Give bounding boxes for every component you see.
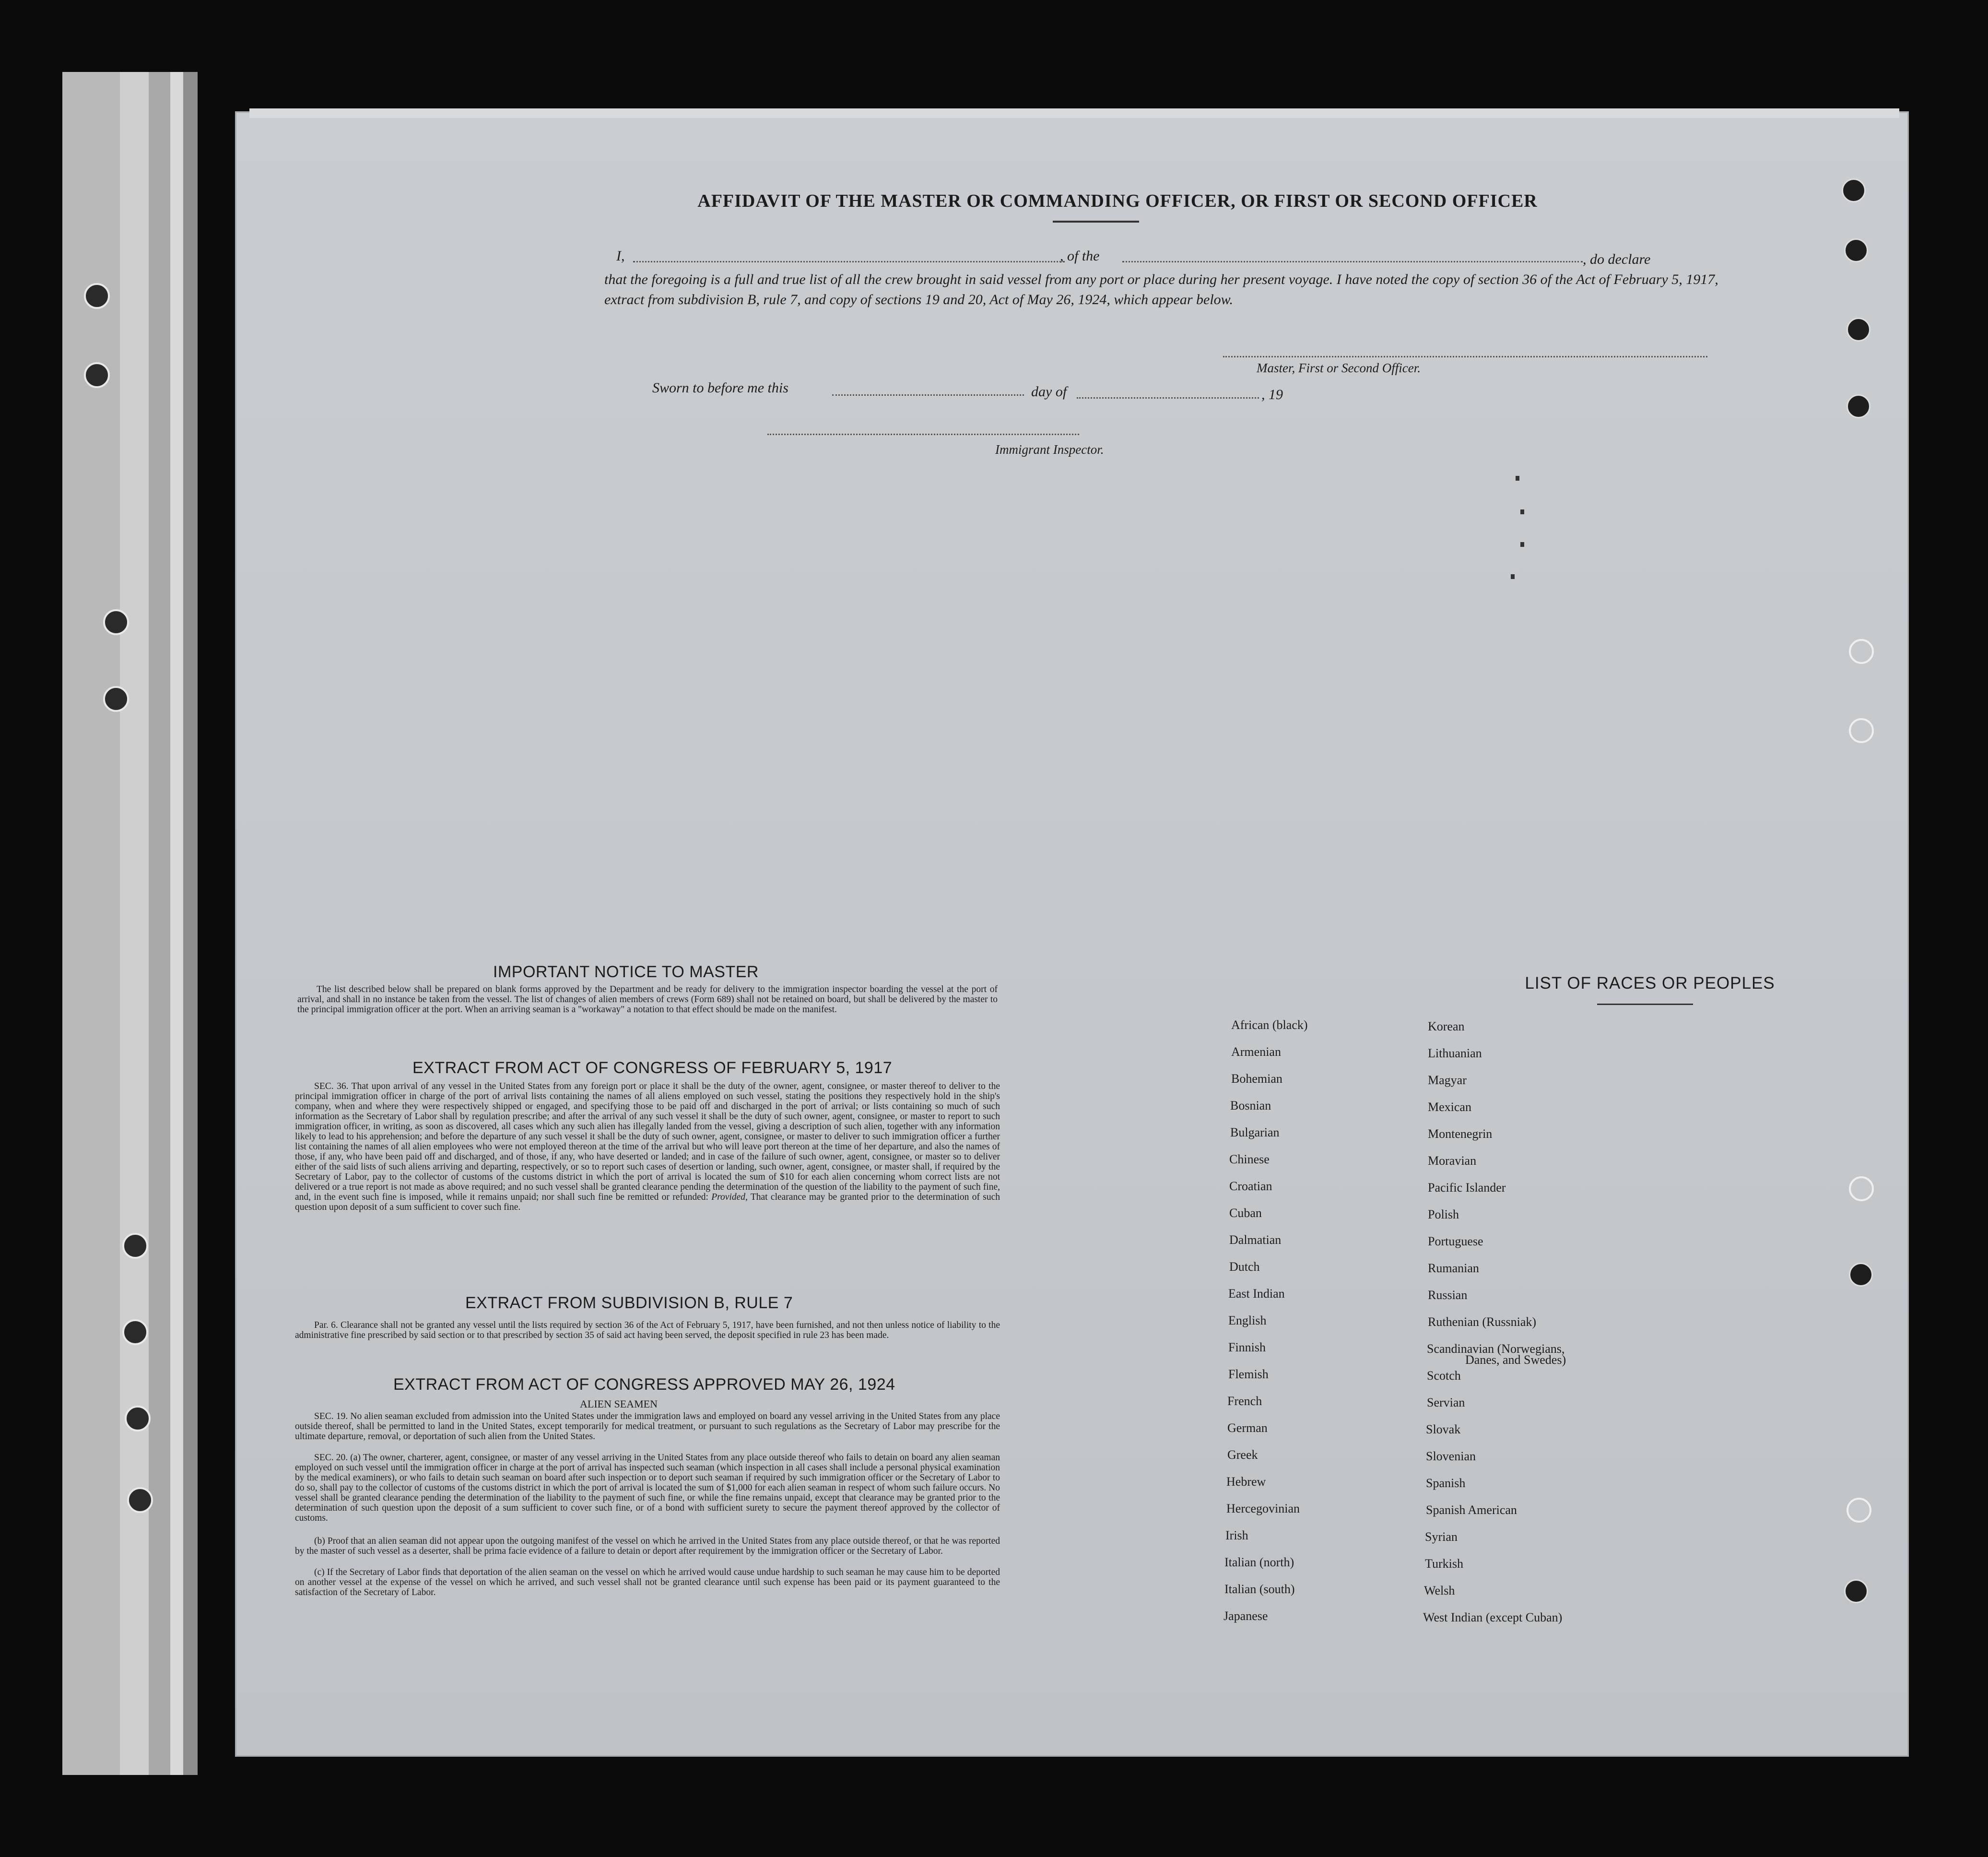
- race-item: Rumanian: [1428, 1261, 1479, 1275]
- ink-mark: [1520, 509, 1524, 514]
- race-item: Greek: [1227, 1448, 1258, 1462]
- rule7-heading: EXTRACT FROM SUBDIVISION B, RULE 7: [465, 1294, 793, 1312]
- month-blank: [1077, 397, 1259, 399]
- affidavit-declare: , do declare: [1583, 251, 1651, 267]
- race-item: Bulgarian: [1230, 1125, 1280, 1139]
- punch-hole: [125, 1406, 151, 1431]
- race-item: Cuban: [1229, 1206, 1262, 1220]
- page-stack-edge: [62, 72, 197, 1775]
- race-item: Croatian: [1229, 1179, 1272, 1193]
- sec36-text-end: That clearance may be granted prior to the determination of such question upon deposit of a sum sufficient to cover such fine.: [295, 1192, 1000, 1212]
- extract-1917-text: [295, 1081, 1000, 1212]
- race-item: Portuguese: [1428, 1234, 1483, 1248]
- punch-hole: [1842, 178, 1866, 202]
- punch-hole: [127, 1487, 153, 1513]
- race-item: Chinese: [1229, 1152, 1270, 1166]
- day-of-label: day of: [1031, 384, 1067, 400]
- sec20b-text: (b) Proof that an alien seaman did not appear upon the outgoing manifest of the vessel on which he arrived in the United States from any place outside thereof, or that he was reported by the master of such vessel as a deserter, shall be prima facie evidence of a failure to detain or deport after requirement by the immigration officer or the Secretary of Labor.: [295, 1536, 1000, 1556]
- race-item: Italian (south): [1224, 1582, 1295, 1596]
- race-item: Russian: [1428, 1288, 1468, 1302]
- name-blank: [633, 261, 1065, 262]
- punch-hole: [1849, 639, 1874, 664]
- race-item: African (black): [1231, 1018, 1308, 1032]
- notice-text: The list described below shall be prepared on blank forms approved by the Department and be ready for delivery to the immigration inspector boarding the vessel at the port of arrival, and shall in no instance be taken from the vessel. The list of changes of alien members of crews (Form 689) shall not be retained on board, but shall be delivered by the master to the principal immigration officer at the port. When an arriving seaman is a "workaway" a notation to that effect should be made on the manifest.: [297, 984, 998, 1015]
- race-item: Scotch: [1427, 1369, 1461, 1383]
- sec20c-text: (c) If the Secretary of Labor finds that deportation of the alien seaman on the vessel on which he arrived would cause undue hardship to such seaman he may cause him to be deported on another vessel at the expense of the vessel on which he arrived, and such vessel shall not be granted clearance until such expense has been paid or its payment guaranteed to the satisfaction of the Secretary of Labor.: [295, 1567, 1000, 1597]
- punch-hole: [1849, 1176, 1874, 1201]
- affidavit-of-the: , of the: [1060, 248, 1100, 264]
- ink-mark: [1511, 574, 1515, 579]
- extract-1924-heading: EXTRACT FROM ACT OF CONGRESS APPROVED MAY 26, 1924: [393, 1375, 895, 1394]
- inspector-signature-line: [767, 434, 1079, 435]
- race-item: Korean: [1428, 1019, 1465, 1033]
- race-item: Scandinavian (Norwegians,: [1427, 1342, 1565, 1356]
- race-item: Lithuanian: [1428, 1046, 1482, 1060]
- inspector-label: Immigrant Inspector.: [995, 442, 1104, 457]
- race-item: Servian: [1427, 1396, 1465, 1409]
- sworn-label: Sworn to before me this: [652, 380, 788, 396]
- race-item: Spanish American: [1426, 1503, 1517, 1517]
- race-item: Hebrew: [1226, 1475, 1266, 1489]
- punch-hole: [1847, 394, 1870, 418]
- master-signature-line: [1223, 356, 1707, 357]
- extract-1917-heading: EXTRACT FROM ACT OF CONGRESS OF FEBRUARY 5, 1917: [412, 1059, 893, 1077]
- races-title: LIST OF RACES OR PEOPLES: [1525, 974, 1775, 993]
- page-top-edge: [249, 108, 1899, 118]
- race-item: Dalmatian: [1229, 1233, 1282, 1247]
- race-item: Mexican: [1428, 1100, 1471, 1114]
- master-label: Master, First or Second Officer.: [1257, 361, 1421, 375]
- race-item: German: [1227, 1421, 1268, 1435]
- race-item: Bohemian: [1231, 1072, 1282, 1086]
- race-item: Pacific Islander: [1428, 1181, 1506, 1195]
- race-item: French: [1227, 1394, 1262, 1408]
- page-edge: [62, 72, 125, 1775]
- race-item: Armenian: [1231, 1045, 1281, 1059]
- race-item: Irish: [1225, 1528, 1248, 1542]
- race-item: Magyar: [1428, 1073, 1467, 1087]
- punch-hole: [1844, 238, 1868, 262]
- race-item: Italian (north): [1224, 1555, 1294, 1569]
- notice-heading: IMPORTANT NOTICE TO MASTER: [493, 963, 759, 981]
- race-item: Turkish: [1425, 1557, 1463, 1571]
- rule7-text: Par. 6. Clearance shall not be granted any vessel until the lists required by section 36 of the Act of February 5, 1917, have been furnished, and not then unless notice of liability to the administrative fine prescribed by said section or to that prescribed by section 35 of said act having been served, the deposit specified in rule 23 has been made.: [295, 1320, 1000, 1340]
- page-edge: [183, 72, 198, 1775]
- race-item: Finnish: [1228, 1340, 1266, 1354]
- race-item: Flemish: [1228, 1367, 1269, 1381]
- punch-hole: [84, 283, 110, 309]
- document-sheet: [235, 111, 1909, 1757]
- sec19-text: SEC. 19. No alien seaman excluded from admission into the United States under the immigration laws and employed on board any vessel arriving in the United States from any place outside thereof, shall be permitted to land in the United States, except temporarily for medical treatment, or pursuant to such regulations as the Secretary of Labor may prescribe for the ultimate departure, removal, or deportation of such alien from the United States.: [295, 1411, 1000, 1442]
- punch-hole: [1849, 718, 1874, 743]
- race-item: East Indian: [1228, 1287, 1285, 1301]
- race-item: West Indian (except Cuban): [1423, 1610, 1563, 1624]
- punch-hole: [122, 1319, 148, 1345]
- page-edge: [170, 72, 185, 1775]
- punch-hole: [1847, 318, 1870, 342]
- race-item: Syrian: [1425, 1530, 1458, 1544]
- race-item: Welsh: [1424, 1584, 1455, 1597]
- race-item-continued: Danes, and Swedes): [1465, 1353, 1566, 1367]
- punch-hole: [1847, 1498, 1871, 1523]
- punch-hole: [103, 609, 129, 635]
- race-item: Ruthenian (Russniak): [1428, 1315, 1537, 1329]
- race-item: Polish: [1428, 1207, 1459, 1221]
- race-item: Slovenian: [1426, 1449, 1476, 1463]
- race-item: Slovak: [1426, 1422, 1461, 1436]
- race-item: English: [1228, 1313, 1267, 1327]
- vessel-blank: [1122, 261, 1583, 262]
- race-item: Moravian: [1428, 1154, 1477, 1168]
- alien-seamen-subheading: ALIEN SEAMEN: [580, 1398, 658, 1410]
- punch-hole: [84, 362, 110, 388]
- race-item: Bosnian: [1230, 1099, 1271, 1112]
- races-title-rule: [1597, 1004, 1693, 1005]
- sec20a-text: SEC. 20. (a) The owner, charterer, agent, consignee, or master of any vessel arriving in the United States from any place outside thereof who fails to detain on board any alien seaman employed on such vessel until the immigration officer in charge at the port of arrival has inspected such seaman (which inspection in all cases shall include a personal physical examination by the medical examiners), or who fails to detain such seaman on board after such inspection or to deport such seaman if required by such immigration officer or the Secretary of Labor to do so, shall pay to the collector of customs of the customs district in which the port of arrival is located the sum of $1,000 for each alien seaman in respect of whom such failure occurs. No vessel shall be granted clearance pending the determination of the liability to the payment of such fine, or while the fine remains unpaid, except that clearance may be granted prior to the determination of such question upon the deposit of a sum sufficient to cover such fine, or of a bond with sufficient surety to secure the payment thereof approved by the collector of customs.: [295, 1453, 1000, 1523]
- race-item: Japanese: [1223, 1609, 1268, 1623]
- punch-hole: [103, 686, 129, 712]
- day-blank: [832, 394, 1024, 396]
- race-item: Dutch: [1229, 1260, 1260, 1274]
- year-label: , 19: [1261, 387, 1283, 402]
- ink-mark: [1520, 542, 1524, 547]
- race-item: Hercegovinian: [1226, 1502, 1300, 1515]
- ink-mark: [1516, 476, 1519, 481]
- page-edge: [149, 72, 173, 1775]
- affidavit-title: AFFIDAVIT OF THE MASTER OR COMMANDING OFFICER, OR FIRST OR SECOND OFFICER: [697, 191, 1538, 211]
- punch-hole: [1849, 1263, 1873, 1287]
- punch-hole: [1844, 1579, 1868, 1603]
- race-item: Montenegrin: [1428, 1127, 1493, 1141]
- title-rule: [1053, 221, 1139, 223]
- race-item: Spanish: [1426, 1476, 1466, 1490]
- sec36-text: SEC. 36. That upon arrival of any vessel in the United States from any foreign port or place it shall be the duty of the owner, agent, consignee, or master thereof to deliver to the principal immigration officer in charge of the port of arrival lists containing the names of all aliens employed on such vessel, stating the positions they respectively hold in the ship's company, when and where they were respectively shipped or engaged, and specifying those to be paid off and discharged in the port of arrival; or lists containing so much of such information as the Secretary of Labor shall by regulation prescribe; and after the arrival of any such vessel it shall be the duty of such owner, agent, consignee, or master to report to such immigration officer, in writing, as soon as discovered, all cases which any such alien has illegally landed from the vessel, giving a description of such alien, together with any information likely to lead to his apprehension; and before the departure of any such vessel it shall be the duty of such owner, agent, consignee, or master to deliver to such immigration officer a further list containing the names of all alien employees who were not employed thereon at the time of the arrival but who will leave port thereon at the time of her departure, and also the names of those, if any, who have been paid off and discharged, and of those, if any, who have deserted or landed; and in case of the failure of such owner, agent, consignee, or master so to deliver either of the said lists of such aliens arriving and departing, respectively, or so to report such cases of desertion or landing, such owner, agent, consignee, or master shall, if required by the Secretary of Labor, pay to the collector of customs of the customs district in which the port of arrival is located the sum of $10 for each alien concerning whom correct lists are not delivered or a true report is not made as above required; and no such vessel shall be granted clearance pending the determination of the question of the liability to the payment of such fine, and, in the event such fine is imposed, while it remains unpaid; nor shall such fine be remitted or refunded:: [295, 1081, 1000, 1202]
- affidavit-body: that the foregoing is a full and true list of all the crew brought in said vessel from any port or place during her present voyage. I have noted the copy of section 36 of the Act of February 5, 1917, extract from subdivision B, rule 7, and copy of sections 19 and 20, Act of May 26, 1924, which appear below.: [604, 272, 1718, 308]
- punch-hole: [122, 1233, 148, 1259]
- affidavit-i: I,: [616, 248, 625, 264]
- provided-word: Provided,: [711, 1192, 748, 1202]
